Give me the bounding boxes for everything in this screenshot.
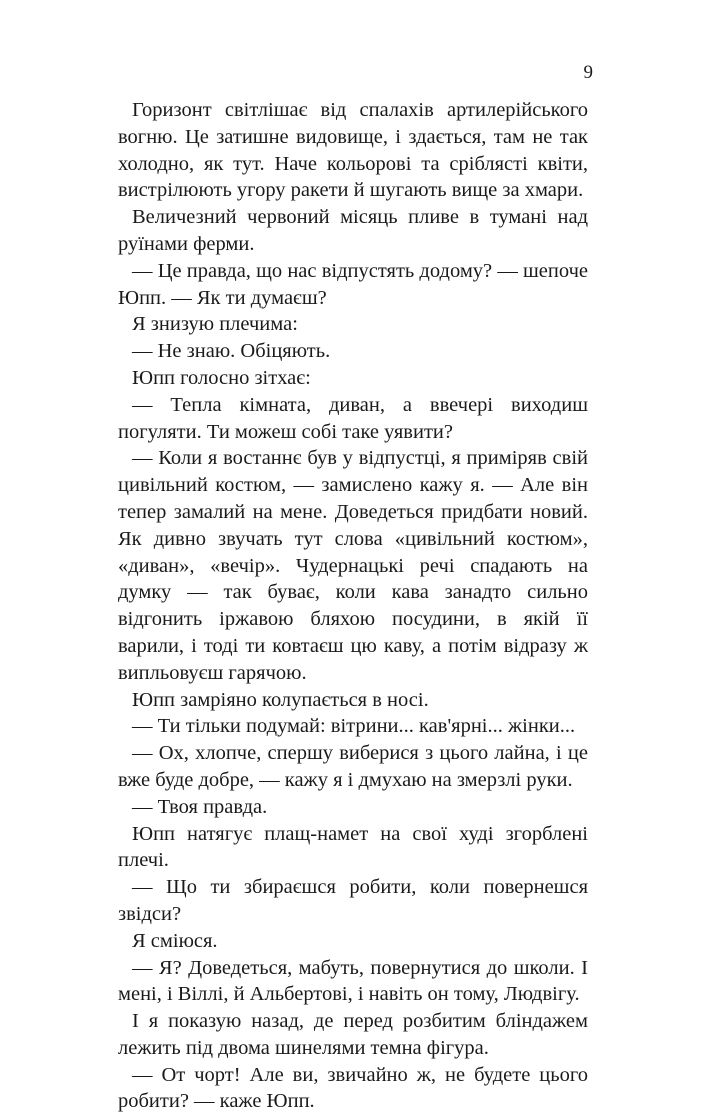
paragraph: Юпп натягує плащ-намет на свої худі згорблені плечі.	[118, 822, 588, 872]
paragraph: — Я? Доведеться, мабуть, повернутися до школи. І мені, і Віллі, й Альбертові, і навіть он тому, Людвігу.	[118, 956, 588, 1006]
paragraph: — Що ти збираєшся робити, коли повернешся звідси?	[118, 876, 588, 925]
paragraph: — Не знаю. Обіцяють.	[132, 340, 331, 363]
paragraph: Величезний червоний місяць пливе в тумані над руїнами ферми.	[118, 206, 588, 255]
body-text	[118, 97, 588, 1115]
paragraph: І я показую назад, де перед розбитим бліндажем лежить під двома шинелями темна фігура.	[118, 1010, 588, 1059]
paragraph: — От чорт! Але ви, звичайно ж, не будете цього робити? — каже Юпп.	[118, 1063, 588, 1113]
paragraph: — Твоя правда.	[132, 795, 268, 818]
paragraph: Юпп замріяно колупається в носі.	[132, 688, 429, 711]
paragraph: Я знизую плечима:	[132, 313, 298, 336]
paragraph: — Коли я востаннє був у відпустці, я приміряв свій цивільний костюм, — замислено кажу я. — Але він тепер замалий на мене. Доведеться придбати новий. Як дивно звучать тут слова «цивільний костюм», «диван», «вечір». Чудернацькі речі спадають на думку — так буває, коли кава занадто сильно відгонить іржавою бляхою посудини, в якій її варили, і тоді ти ковтаєш цю каву, а потім відразу ж випльовуєш гарячою.	[118, 447, 588, 684]
paragraph: — Це правда, що нас відпустять додому? — шепоче Юпп. — Як ти думаєш?	[118, 259, 588, 309]
paragraph: — Ти тільки подумай: вітрини... кав'ярні... жінки...	[132, 715, 576, 738]
paragraph: — Ох, хлопче, спершу виберися з цього лайна, і це вже буде добре, — кажу я і дмухаю на змерзлі руки.	[118, 742, 588, 791]
paragraph: Юпп голосно зітхає:	[132, 366, 311, 389]
paragraph: Я сміюся.	[132, 929, 218, 952]
page-number: 9	[583, 62, 593, 83]
paragraph: Горизонт світлішає від спалахів артилерійського вогню. Це затишне видовище, і здається, там не так холодно, як тут. Наче кольорові та сріблясті квіти, вистрілюють угору ракети й шугають вище за хмари.	[118, 99, 588, 202]
paragraph: — Тепла кімната, диван, а ввечері виходиш погуляти. Ти можеш собі таке уявити?	[118, 393, 588, 443]
